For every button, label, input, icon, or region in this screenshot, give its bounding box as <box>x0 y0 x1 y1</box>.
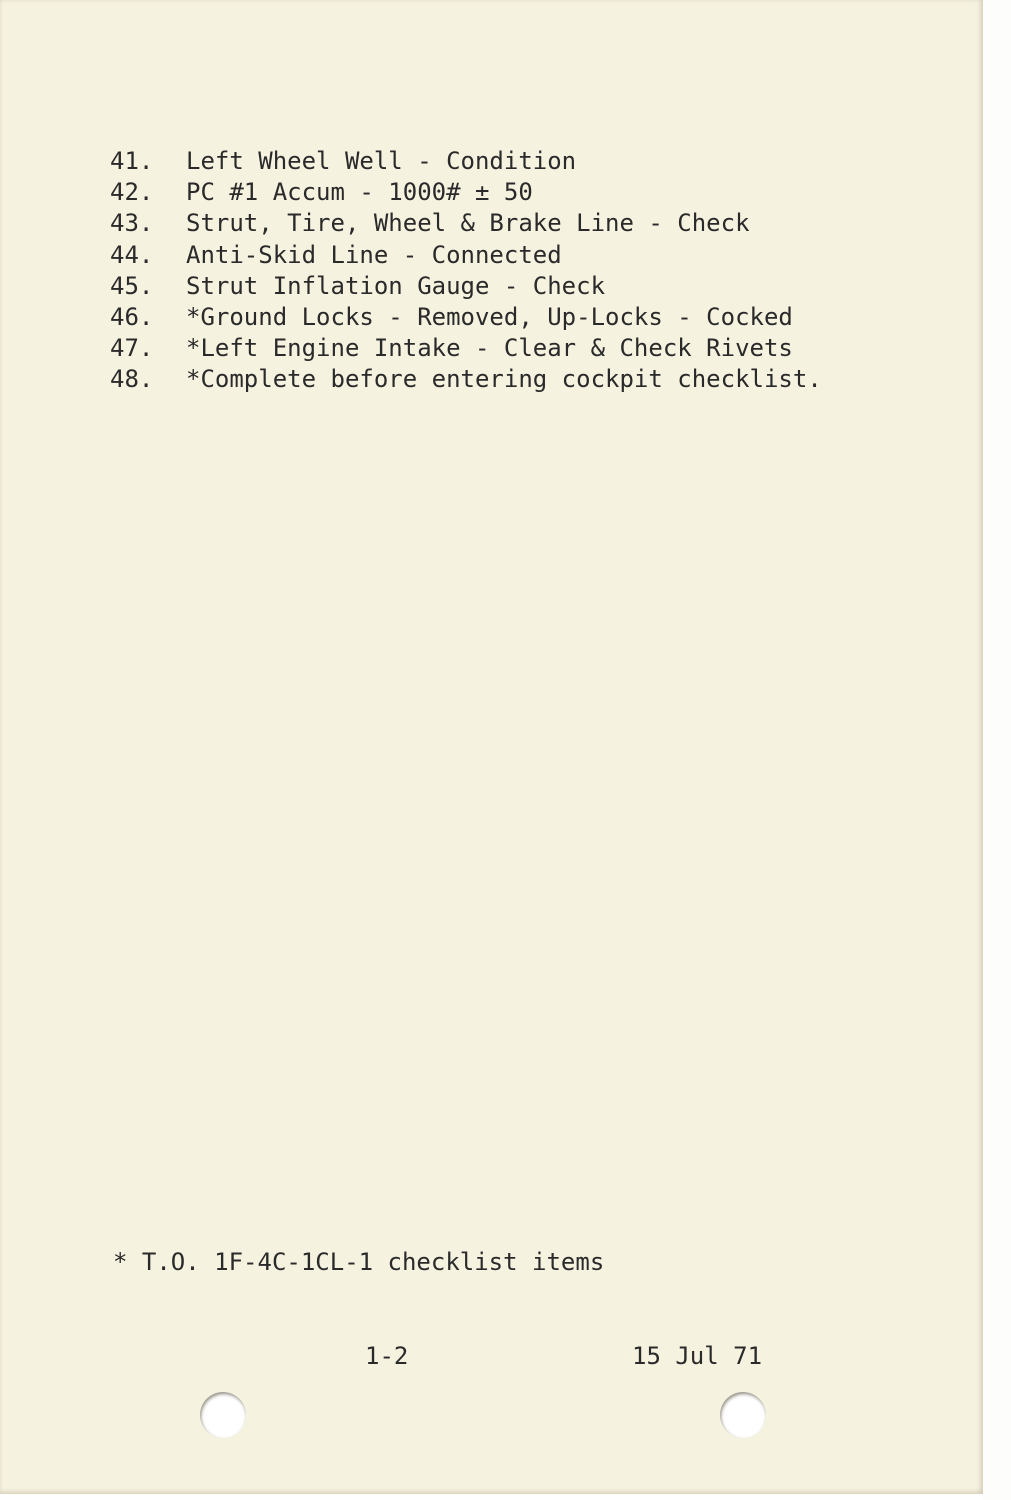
checklist-item <box>110 208 822 239</box>
page-number: 1-2 <box>365 1342 409 1370</box>
revision-date: 15 Jul 71 <box>632 1342 763 1370</box>
item-number: 41. <box>110 147 154 175</box>
binder-hole-right <box>720 1392 766 1438</box>
item-text: Anti-Skid Line - Connected <box>186 240 562 269</box>
item-text: *Complete before entering cockpit checklist. <box>186 365 822 394</box>
footnote: * T.O. 1F-4C-1CL-1 checklist items <box>113 1248 605 1276</box>
item-number: 45. <box>110 271 154 300</box>
checklist-item <box>110 240 822 271</box>
item-text: Left Wheel Well - Condition <box>186 147 577 175</box>
checklist <box>110 146 822 396</box>
page-edge <box>983 0 1011 1500</box>
binder-hole-left <box>200 1392 246 1438</box>
item-text: *Left Engine Intake - Clear & Check Rivets <box>186 334 793 363</box>
item-text: PC #1 Accum - 1000# ± 50 <box>186 178 533 207</box>
item-text: Strut, Tire, Wheel & Brake Line - Check <box>186 209 750 238</box>
item-text: Strut Inflation Gauge - Check <box>186 271 606 300</box>
checklist-item <box>110 177 822 208</box>
checklist-item <box>110 146 822 177</box>
item-number: 48. <box>110 365 154 394</box>
item-number: 46. <box>110 302 154 331</box>
checklist-item <box>110 364 822 395</box>
item-number: 43. <box>110 209 154 238</box>
checklist-item <box>110 333 822 364</box>
item-number: 47. <box>110 334 154 363</box>
item-text: *Ground Locks - Removed, Up-Locks - Cocked <box>186 302 793 331</box>
checklist-item <box>110 302 822 333</box>
checklist-item <box>110 271 822 302</box>
item-number: 44. <box>110 240 154 269</box>
item-number: 42. <box>110 178 154 207</box>
